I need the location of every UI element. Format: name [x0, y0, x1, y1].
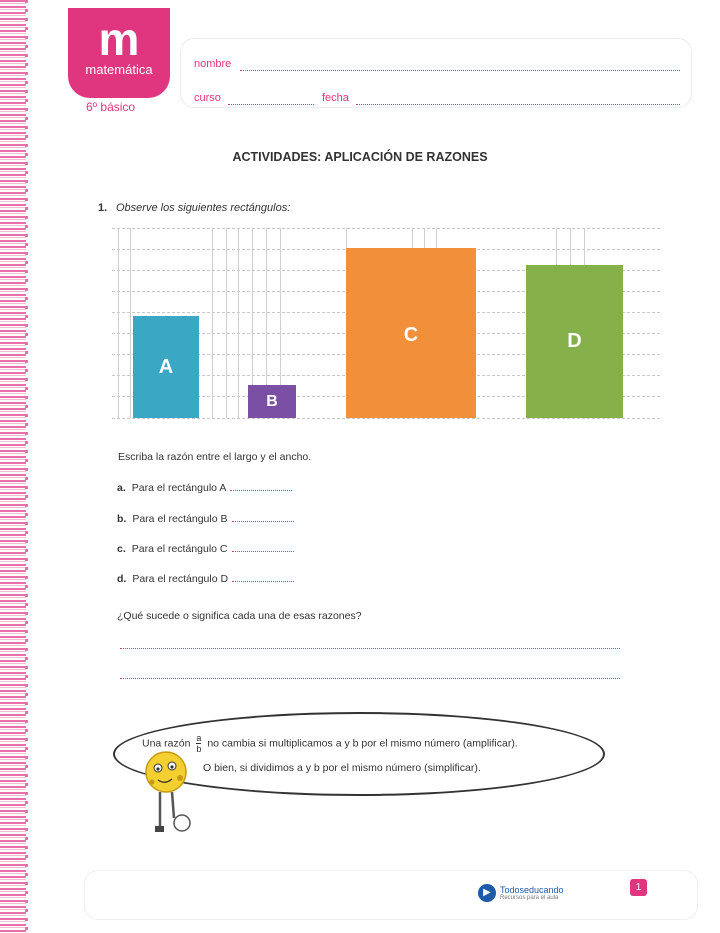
item-letter: c.	[117, 543, 126, 555]
grid-line	[130, 228, 131, 418]
list-item	[117, 513, 294, 525]
page-number: 1	[630, 879, 647, 896]
answer-blank[interactable]	[232, 521, 294, 522]
list-item	[117, 482, 292, 494]
rectangle-d-label: D	[567, 330, 582, 352]
brand-name: Todoseducando	[500, 885, 564, 895]
item-text: Para el rectángulo B	[132, 513, 228, 525]
rectangle-b	[248, 385, 296, 418]
grid-line	[112, 228, 660, 229]
fraction-denominator: b	[196, 744, 202, 754]
list-item	[117, 543, 294, 555]
rectangle-c	[346, 248, 476, 418]
logo-letter: m	[98, 13, 140, 65]
fraction-numerator: a	[196, 733, 202, 743]
date-field[interactable]	[356, 104, 680, 105]
follow-up-question: ¿Qué sucede o significa cada una de esas razones?	[117, 610, 362, 622]
answer-line[interactable]	[120, 678, 620, 679]
publisher-logo	[478, 884, 564, 902]
note-line-1-pre: Una razón	[142, 737, 191, 750]
grid-line	[226, 228, 227, 418]
rectangle-a-label: A	[158, 355, 174, 378]
grid-line	[118, 228, 119, 418]
grid-line	[212, 228, 213, 418]
rectangle-a	[133, 316, 199, 418]
brand-subtitle: Recursos para el aula	[500, 895, 559, 901]
play-icon: ▶	[478, 884, 496, 902]
subject-logo	[68, 8, 170, 98]
item-text: Para el rectángulo C	[131, 543, 228, 555]
date-label: fecha	[322, 92, 349, 104]
item-letter: a.	[117, 482, 126, 494]
list-item	[117, 573, 294, 585]
answer-blank[interactable]	[230, 490, 292, 491]
item-text: Para el rectángulo A	[131, 482, 227, 494]
rectangle-c-label: C	[403, 324, 419, 346]
instruction-text: Escriba la razón entre el largo y el ancho.	[118, 451, 312, 463]
answer-line[interactable]	[120, 648, 620, 649]
course-field[interactable]	[228, 104, 314, 105]
question-number: 1.	[98, 202, 108, 214]
grid-line	[112, 418, 660, 419]
page-title: ACTIVIDADES: APLICACIÓN DE RAZONES	[232, 150, 488, 164]
grade-label: 6º básico	[86, 100, 136, 114]
answer-blank[interactable]	[232, 551, 294, 552]
grid-line	[238, 228, 239, 418]
name-field[interactable]	[240, 70, 680, 71]
answer-blank[interactable]	[232, 581, 294, 582]
mascot-icon	[140, 748, 204, 840]
item-text: Para el rectángulo D	[132, 573, 229, 585]
note-line-2: O bien, si dividimos a y b por el mismo número (simplificar).	[203, 762, 481, 774]
question-text: Observe los siguientes rectángulos:	[116, 202, 291, 214]
note-line-1-post: no cambia si multiplicamos a y b por el mismo número (amplificar).	[207, 737, 518, 750]
course-label: curso	[194, 92, 221, 104]
rectangle-b-label: B	[266, 392, 278, 410]
item-letter: d.	[117, 573, 127, 585]
rectangle-d	[526, 265, 623, 418]
student-info-box	[180, 38, 692, 108]
decorative-ruler-strip	[0, 0, 26, 933]
item-letter: b.	[117, 513, 127, 525]
footer-box	[84, 870, 698, 920]
name-label: nombre	[194, 58, 232, 70]
logo-word: matemática	[85, 62, 153, 77]
